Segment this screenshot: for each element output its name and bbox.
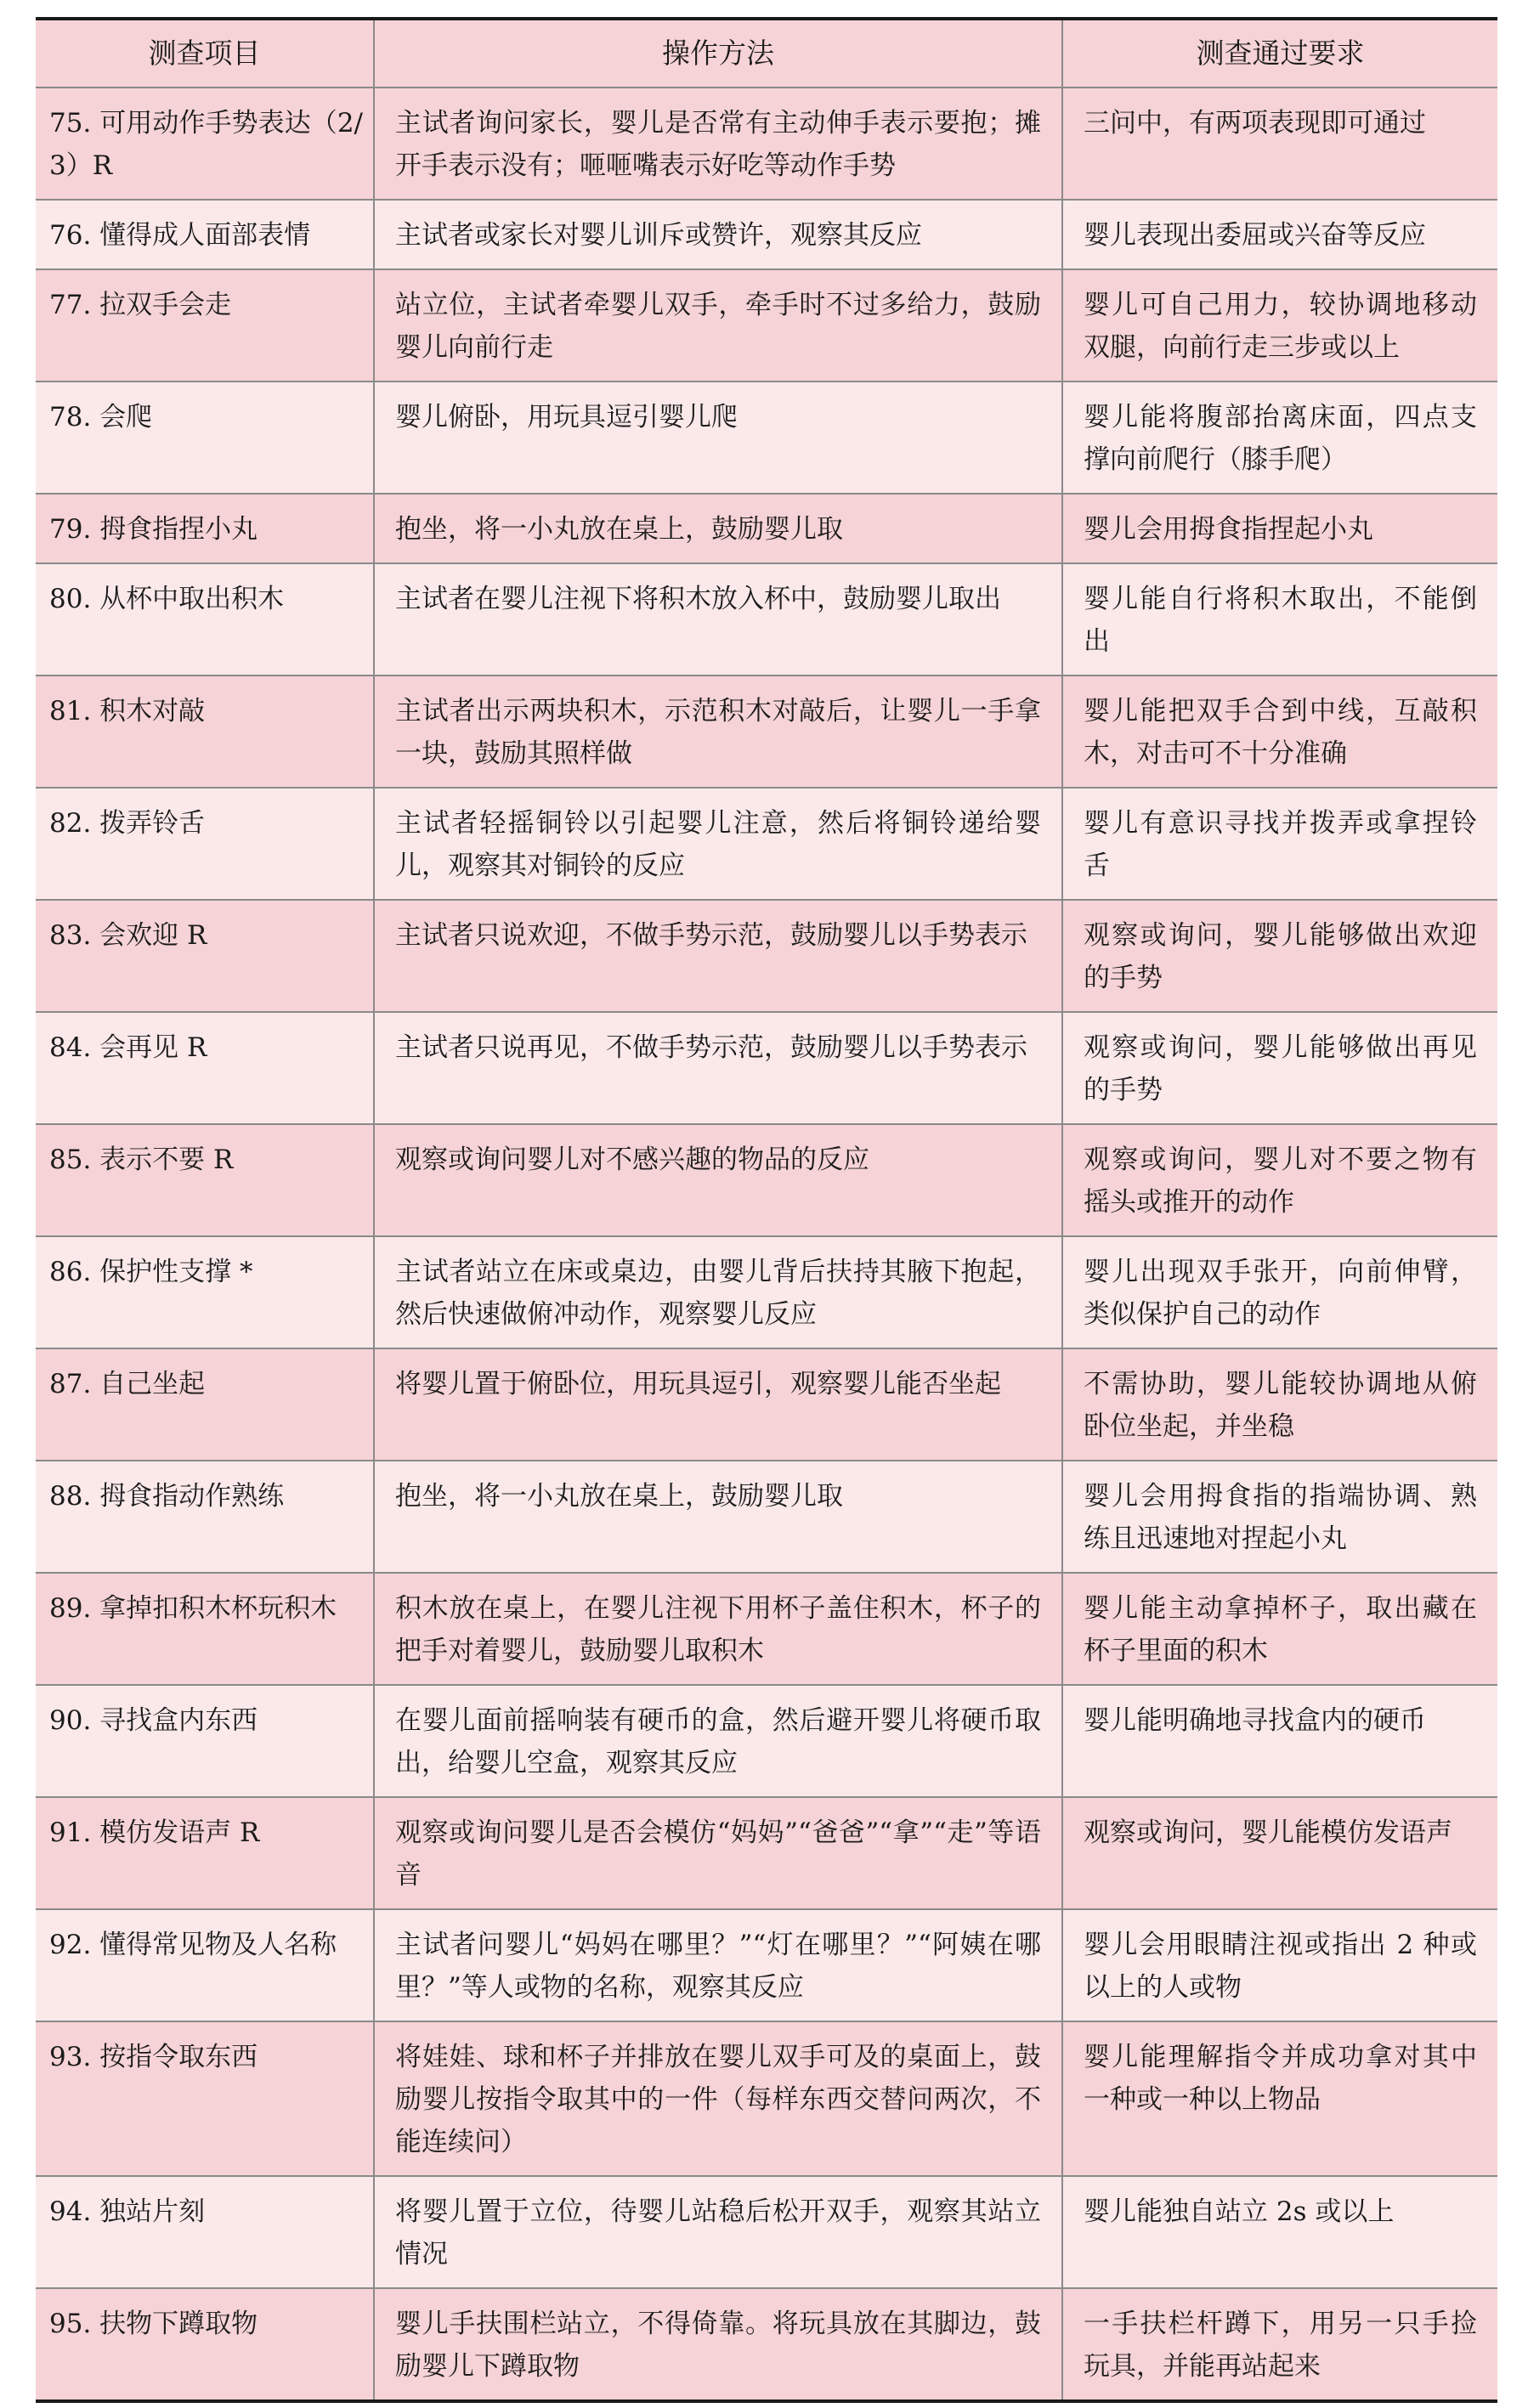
table-row — [36, 1236, 1497, 1348]
cell-requirement: 观察或询问，婴儿能够做出再见的手势 — [1062, 1012, 1497, 1124]
cell-item: 77. 拉双手会走 — [36, 269, 374, 382]
cell-item: 86. 保护性支撑 * — [36, 1236, 374, 1348]
cell-method: 主试者询问家长，婴儿是否常有主动伸手表示要抱；摊开手表示没有；咂咂嘴表示好吃等动作手势 — [374, 88, 1062, 200]
cell-method: 将婴儿置于立位，待婴儿站稳后松开双手，观察其站立情况 — [374, 2176, 1062, 2288]
table-row — [36, 1909, 1497, 2021]
cell-method: 主试者只说欢迎，不做手势示范，鼓励婴儿以手势表示 — [374, 900, 1062, 1012]
cell-requirement: 婴儿能理解指令并成功拿对其中一种或一种以上物品 — [1062, 2021, 1497, 2176]
cell-item: 82. 拨弄铃舌 — [36, 788, 374, 900]
table-row — [36, 1348, 1497, 1461]
cell-item: 88. 拇食指动作熟练 — [36, 1461, 374, 1573]
cell-item: 80. 从杯中取出积木 — [36, 563, 374, 675]
header-method: 操作方法 — [374, 19, 1062, 88]
cell-item: 81. 积木对敲 — [36, 675, 374, 788]
cell-item: 90. 寻找盒内东西 — [36, 1685, 374, 1797]
cell-item: 83. 会欢迎 R — [36, 900, 374, 1012]
cell-item: 78. 会爬 — [36, 382, 374, 494]
cell-method: 将娃娃、球和杯子并排放在婴儿双手可及的桌面上，鼓励婴儿按指令取其中的一件（每样东西交替问两次，不能连续问） — [374, 2021, 1062, 2176]
cell-requirement: 婴儿表现出委屈或兴奋等反应 — [1062, 200, 1497, 269]
table-row — [36, 269, 1497, 382]
cell-method: 将婴儿置于俯卧位，用玩具逗引，观察婴儿能否坐起 — [374, 1348, 1062, 1461]
table-row — [36, 1573, 1497, 1685]
cell-method: 主试者站立在床或桌边，由婴儿背后扶持其腋下抱起，然后快速做俯冲动作，观察婴儿反应 — [374, 1236, 1062, 1348]
cell-requirement: 婴儿会用拇食指的指端协调、熟练且迅速地对捏起小丸 — [1062, 1461, 1497, 1573]
cell-method: 婴儿手扶围栏站立，不得倚靠。将玩具放在其脚边，鼓励婴儿下蹲取物 — [374, 2288, 1062, 2401]
table-row — [36, 2176, 1497, 2288]
assessment-table-page — [36, 17, 1497, 2403]
cell-method: 婴儿俯卧，用玩具逗引婴儿爬 — [374, 382, 1062, 494]
cell-method: 站立位，主试者牵婴儿双手，牵手时不过多给力，鼓励婴儿向前行走 — [374, 269, 1062, 382]
cell-item: 85. 表示不要 R — [36, 1124, 374, 1236]
cell-method: 抱坐，将一小丸放在桌上，鼓励婴儿取 — [374, 1461, 1062, 1573]
cell-requirement: 观察或询问，婴儿能够做出欢迎的手势 — [1062, 900, 1497, 1012]
cell-method: 主试者轻摇铜铃以引起婴儿注意，然后将铜铃递给婴儿，观察其对铜铃的反应 — [374, 788, 1062, 900]
cell-requirement: 观察或询问，婴儿能模仿发语声 — [1062, 1797, 1497, 1909]
table-header — [36, 19, 1497, 88]
cell-requirement: 婴儿会用眼睛注视或指出 2 种或以上的人或物 — [1062, 1909, 1497, 2021]
cell-requirement: 婴儿会用拇食指捏起小丸 — [1062, 494, 1497, 563]
table-row — [36, 563, 1497, 675]
cell-requirement: 婴儿可自己用力，较协调地移动双腿，向前行走三步或以上 — [1062, 269, 1497, 382]
cell-method: 主试者出示两块积木，示范积木对敲后，让婴儿一手拿一块，鼓励其照样做 — [374, 675, 1062, 788]
cell-item: 75. 可用动作手势表达（2/3）R — [36, 88, 374, 200]
cell-item: 84. 会再见 R — [36, 1012, 374, 1124]
table-row — [36, 200, 1497, 269]
table-body — [36, 88, 1497, 2401]
cell-method: 积木放在桌上，在婴儿注视下用杯子盖住积木，杯子的把手对着婴儿，鼓励婴儿取积木 — [374, 1573, 1062, 1685]
cell-requirement: 婴儿有意识寻找并拨弄或拿捏铃舌 — [1062, 788, 1497, 900]
table-row — [36, 494, 1497, 563]
table-row — [36, 675, 1497, 788]
cell-method: 抱坐，将一小丸放在桌上，鼓励婴儿取 — [374, 494, 1062, 563]
cell-item: 87. 自己坐起 — [36, 1348, 374, 1461]
cell-method: 主试者在婴儿注视下将积木放入杯中，鼓励婴儿取出 — [374, 563, 1062, 675]
cell-method: 主试者只说再见，不做手势示范，鼓励婴儿以手势表示 — [374, 1012, 1062, 1124]
table-row — [36, 382, 1497, 494]
header-requirement: 测查通过要求 — [1062, 19, 1497, 88]
table-row — [36, 88, 1497, 200]
cell-requirement: 三问中，有两项表现即可通过 — [1062, 88, 1497, 200]
cell-method: 观察或询问婴儿是否会模仿“妈妈”“爸爸”“拿”“走”等语音 — [374, 1797, 1062, 1909]
cell-item: 95. 扶物下蹲取物 — [36, 2288, 374, 2401]
table-row — [36, 1124, 1497, 1236]
cell-item: 76. 懂得成人面部表情 — [36, 200, 374, 269]
cell-requirement: 婴儿能自行将积木取出，不能倒出 — [1062, 563, 1497, 675]
cell-method: 主试者或家长对婴儿训斥或赞许，观察其反应 — [374, 200, 1062, 269]
cell-method: 观察或询问婴儿对不感兴趣的物品的反应 — [374, 1124, 1062, 1236]
table-row — [36, 1461, 1497, 1573]
cell-method: 在婴儿面前摇响装有硬币的盒，然后避开婴儿将硬币取出，给婴儿空盒，观察其反应 — [374, 1685, 1062, 1797]
cell-requirement: 婴儿能明确地寻找盒内的硬币 — [1062, 1685, 1497, 1797]
cell-requirement: 婴儿能独自站立 2s 或以上 — [1062, 2176, 1497, 2288]
table-row — [36, 900, 1497, 1012]
cell-requirement: 一手扶栏杆蹲下，用另一只手捡玩具，并能再站起来 — [1062, 2288, 1497, 2401]
cell-requirement: 婴儿出现双手张开，向前伸臂，类似保护自己的动作 — [1062, 1236, 1497, 1348]
cell-item: 93. 按指令取东西 — [36, 2021, 374, 2176]
cell-requirement: 婴儿能将腹部抬离床面，四点支撑向前爬行（膝手爬） — [1062, 382, 1497, 494]
cell-requirement: 婴儿能把双手合到中线，互敲积木，对击可不十分准确 — [1062, 675, 1497, 788]
header-row — [36, 19, 1497, 88]
cell-item: 94. 独站片刻 — [36, 2176, 374, 2288]
cell-method: 主试者问婴儿“妈妈在哪里？”“灯在哪里？”“阿姨在哪里？”等人或物的名称，观察其反应 — [374, 1909, 1062, 2021]
cell-item: 92. 懂得常见物及人名称 — [36, 1909, 374, 2021]
cell-requirement: 观察或询问，婴儿对不要之物有摇头或推开的动作 — [1062, 1124, 1497, 1236]
assessment-table — [36, 17, 1497, 2403]
table-row — [36, 788, 1497, 900]
cell-item: 89. 拿掉扣积木杯玩积木 — [36, 1573, 374, 1685]
cell-item: 91. 模仿发语声 R — [36, 1797, 374, 1909]
table-row — [36, 1012, 1497, 1124]
table-row — [36, 2288, 1497, 2401]
table-row — [36, 2021, 1497, 2176]
table-row — [36, 1685, 1497, 1797]
cell-requirement: 婴儿能主动拿掉杯子，取出藏在杯子里面的积木 — [1062, 1573, 1497, 1685]
cell-requirement: 不需协助，婴儿能较协调地从俯卧位坐起，并坐稳 — [1062, 1348, 1497, 1461]
header-item: 测查项目 — [36, 19, 374, 88]
table-row — [36, 1797, 1497, 1909]
cell-item: 79. 拇食指捏小丸 — [36, 494, 374, 563]
